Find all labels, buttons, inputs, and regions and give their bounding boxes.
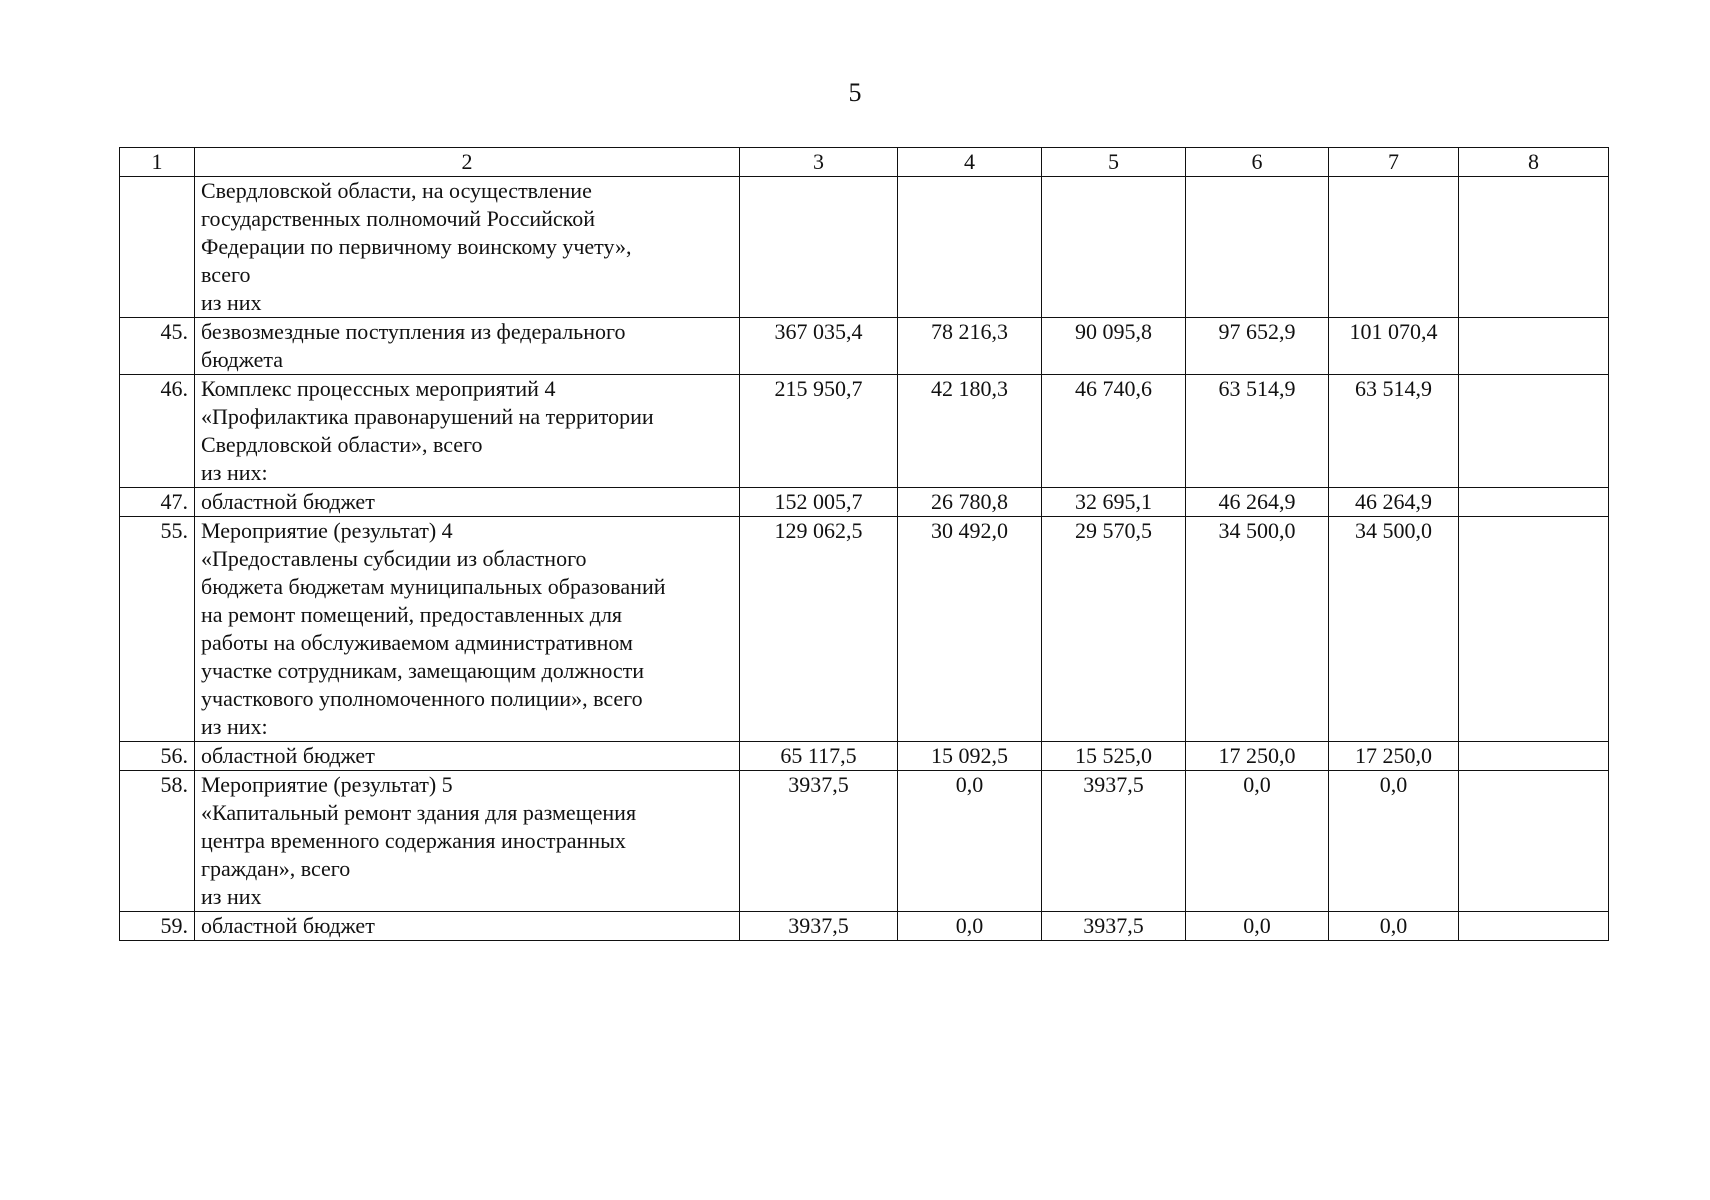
value-cell-c3: [740, 177, 898, 318]
value-cell-c5: 3937,5: [1042, 912, 1186, 941]
value-cell-c4: 0,0: [898, 912, 1042, 941]
value-cell-c4: 78 216,3: [898, 318, 1042, 375]
value-cell-c8: [1459, 517, 1609, 742]
column-header: 2: [195, 148, 740, 177]
row-description: [195, 912, 740, 941]
row-number: 55.: [120, 517, 195, 742]
value-cell-c6: 63 514,9: [1186, 375, 1329, 488]
value-cell-c4: 26 780,8: [898, 488, 1042, 517]
row-number: 56.: [120, 742, 195, 771]
column-header: 8: [1459, 148, 1609, 177]
row-description: [195, 177, 740, 318]
row-description: [195, 742, 740, 771]
row-number: 45.: [120, 318, 195, 375]
value-cell-c4: 15 092,5: [898, 742, 1042, 771]
description-line: работы на обслуживаемом административном: [201, 630, 633, 655]
table-row: [120, 318, 1609, 375]
value-cell-c5: [1042, 177, 1186, 318]
description-line: бюджета бюджетам муниципальных образований: [201, 574, 666, 599]
value-cell-c7: 0,0: [1329, 771, 1459, 912]
table-row: [120, 517, 1609, 742]
row-description: [195, 517, 740, 742]
value-cell-c6: 17 250,0: [1186, 742, 1329, 771]
description-line: из них: [201, 290, 262, 315]
value-cell-c3: 215 950,7: [740, 375, 898, 488]
description-line: Комплекс процессных мероприятий 4: [201, 376, 556, 401]
description-line: областной бюджет: [201, 743, 375, 768]
value-cell-c6: 46 264,9: [1186, 488, 1329, 517]
description-line: участке сотрудникам, замещающим должности: [201, 658, 645, 683]
row-description: [195, 318, 740, 375]
value-cell-c7: 17 250,0: [1329, 742, 1459, 771]
value-cell-c3: 3937,5: [740, 912, 898, 941]
value-cell-c7: [1329, 177, 1459, 318]
budget-table: [119, 147, 1609, 941]
value-cell-c8: [1459, 912, 1609, 941]
value-cell-c4: 0,0: [898, 771, 1042, 912]
value-cell-c3: 3937,5: [740, 771, 898, 912]
value-cell-c7: 101 070,4: [1329, 318, 1459, 375]
value-cell-c8: [1459, 177, 1609, 318]
value-cell-c7: 46 264,9: [1329, 488, 1459, 517]
row-description: [195, 375, 740, 488]
table-row: [120, 771, 1609, 912]
row-number: 47.: [120, 488, 195, 517]
row-description: [195, 771, 740, 912]
column-header: 6: [1186, 148, 1329, 177]
value-cell-c6: 0,0: [1186, 771, 1329, 912]
value-cell-c5: 32 695,1: [1042, 488, 1186, 517]
value-cell-c3: 129 062,5: [740, 517, 898, 742]
value-cell-c8: [1459, 742, 1609, 771]
description-line: всего: [201, 262, 251, 287]
value-cell-c4: 30 492,0: [898, 517, 1042, 742]
description-line: Федерации по первичному воинскому учету»,: [201, 234, 632, 259]
table-row: [120, 742, 1609, 771]
description-line: «Капитальный ремонт здания для размещения: [201, 800, 637, 825]
column-header: 4: [898, 148, 1042, 177]
description-line: из них:: [201, 460, 268, 485]
column-number-header-row: [120, 148, 1609, 177]
value-cell-c8: [1459, 318, 1609, 375]
value-cell-c5: 46 740,6: [1042, 375, 1186, 488]
column-header: 3: [740, 148, 898, 177]
description-line: из них: [201, 884, 262, 909]
description-line: государственных полномочий Российской: [201, 206, 596, 231]
column-header: 1: [120, 148, 195, 177]
description-line: на ремонт помещений, предоставленных для: [201, 602, 623, 627]
value-cell-c5: 15 525,0: [1042, 742, 1186, 771]
value-cell-c8: [1459, 375, 1609, 488]
table-row: [120, 375, 1609, 488]
value-cell-c4: [898, 177, 1042, 318]
value-cell-c7: 0,0: [1329, 912, 1459, 941]
row-description: [195, 488, 740, 517]
value-cell-c8: [1459, 488, 1609, 517]
description-line: «Профилактика правонарушений на территории: [201, 404, 654, 429]
value-cell-c7: 63 514,9: [1329, 375, 1459, 488]
table-row: [120, 912, 1609, 941]
value-cell-c3: 367 035,4: [740, 318, 898, 375]
value-cell-c5: 3937,5: [1042, 771, 1186, 912]
description-line: Мероприятие (результат) 4: [201, 518, 453, 543]
description-line: областной бюджет: [201, 489, 375, 514]
row-number: 46.: [120, 375, 195, 488]
description-line: граждан», всего: [201, 856, 351, 881]
column-header: 5: [1042, 148, 1186, 177]
table-row: [120, 177, 1609, 318]
value-cell-c6: 97 652,9: [1186, 318, 1329, 375]
value-cell-c6: 0,0: [1186, 912, 1329, 941]
column-header: 7: [1329, 148, 1459, 177]
description-line: центра временного содержания иностранных: [201, 828, 626, 853]
description-line: «Предоставлены субсидии из областного: [201, 546, 587, 571]
description-line: безвозмездные поступления из федерального: [201, 319, 626, 344]
description-line: из них:: [201, 714, 268, 739]
value-cell-c4: 42 180,3: [898, 375, 1042, 488]
page-number: 5: [848, 78, 862, 107]
value-cell-c5: 29 570,5: [1042, 517, 1186, 742]
value-cell-c5: 90 095,8: [1042, 318, 1186, 375]
description-line: участкового уполномоченного полиции», всего: [201, 686, 643, 711]
description-line: Свердловской области, на осуществление: [201, 178, 592, 203]
description-line: областной бюджет: [201, 913, 375, 938]
value-cell-c7: 34 500,0: [1329, 517, 1459, 742]
description-line: бюджета: [201, 347, 284, 372]
value-cell-c6: 34 500,0: [1186, 517, 1329, 742]
row-number: 58.: [120, 771, 195, 912]
value-cell-c3: 152 005,7: [740, 488, 898, 517]
value-cell-c8: [1459, 771, 1609, 912]
table-row: [120, 488, 1609, 517]
row-number: 59.: [120, 912, 195, 941]
value-cell-c3: 65 117,5: [740, 742, 898, 771]
value-cell-c6: [1186, 177, 1329, 318]
description-line: Свердловской области», всего: [201, 432, 483, 457]
row-number: [120, 177, 195, 318]
description-line: Мероприятие (результат) 5: [201, 772, 453, 797]
